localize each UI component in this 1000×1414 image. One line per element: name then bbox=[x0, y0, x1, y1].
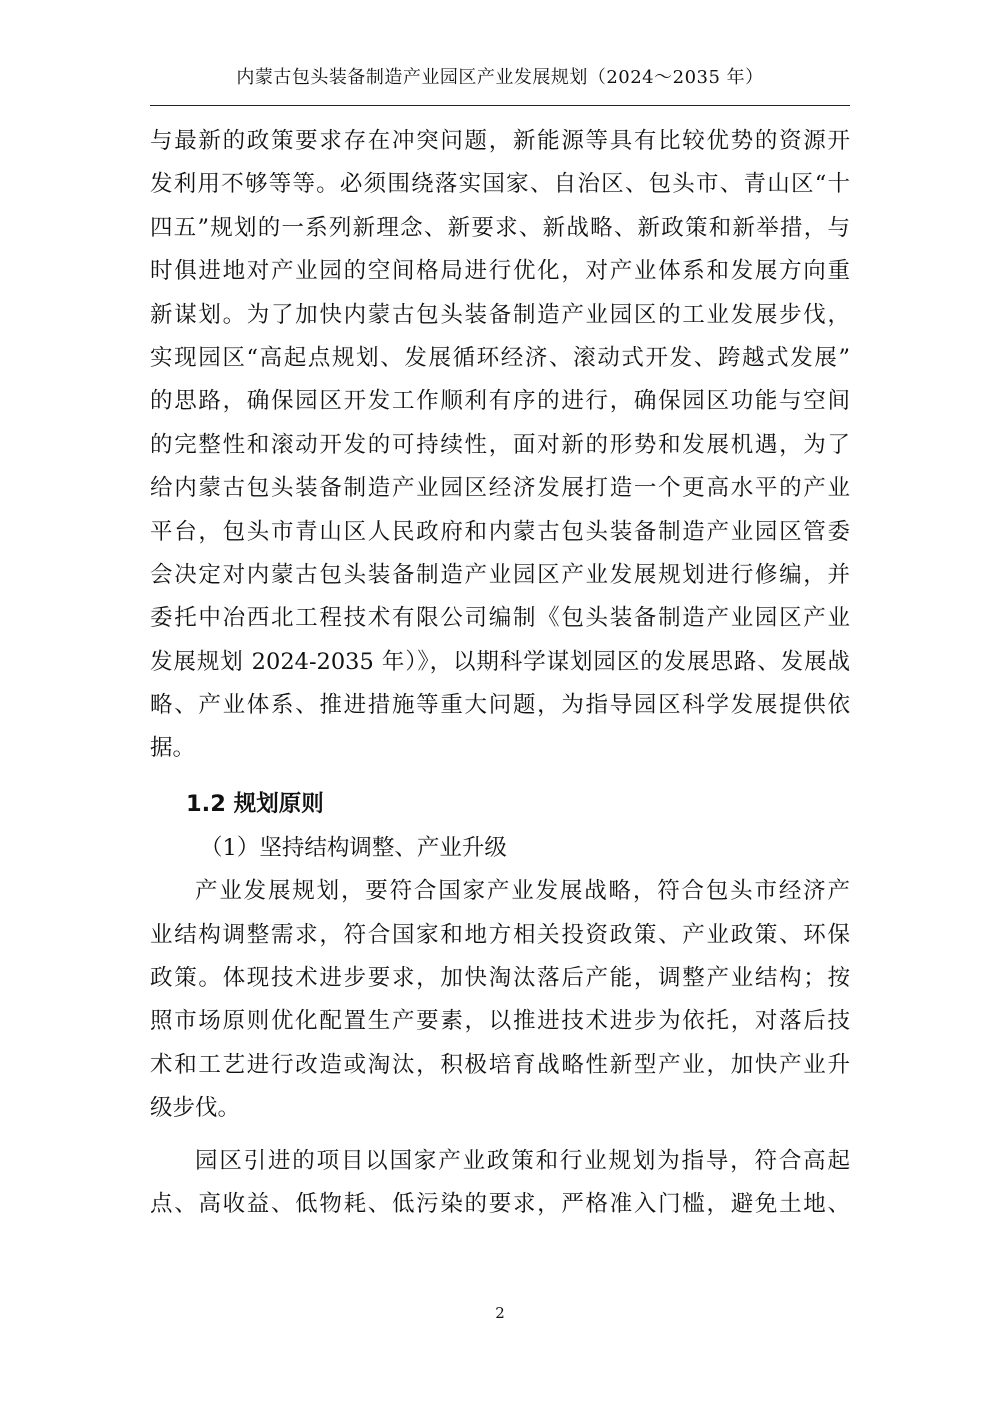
text-line: 委托中冶西北工程技术有限公司编制《包头装备制造产业园区产业 bbox=[150, 605, 850, 632]
document-body bbox=[150, 120, 850, 1226]
text-line: 时俱进地对产业园的空间格局进行优化，对产业体系和发展方向重 bbox=[150, 258, 850, 285]
text-line: 实现园区“高起点规划、发展循环经济、滚动式开发、跨越式发展” bbox=[150, 344, 850, 371]
text-line: 政策。体现技术进步要求，加快淘汰落后产能，调整产业结构；按 bbox=[150, 965, 850, 992]
paragraph-gap bbox=[150, 1131, 850, 1140]
text-line: 与最新的政策要求存在冲突问题，新能源等具有比较优势的资源开 bbox=[150, 128, 850, 154]
text-line: 照市场原则优化配置生产要素，以推进技术进步为依托，对落后技 bbox=[150, 1008, 850, 1035]
text-line: 略、产业体系、推进措施等重大问题，为指导园区科学发展提供依 bbox=[150, 692, 850, 719]
paragraph-background bbox=[150, 120, 850, 771]
page-header-title: 内蒙古包头装备制造产业园区产业发展规划（2024～2035 年） bbox=[236, 67, 764, 88]
section-heading: 1.2 规划原则 bbox=[186, 790, 324, 817]
text-line: 业结构调整需求，符合国家和地方相关投资政策、产业政策、环保 bbox=[150, 921, 850, 948]
text-line: 级步伐。 bbox=[150, 1095, 241, 1122]
text-line: 的思路，确保园区开发工作顺利有序的进行，确保园区功能与空间 bbox=[150, 388, 850, 415]
text-line: 术和工艺进行改造或淘汰，积极培育战略性新型产业，加快产业升 bbox=[150, 1051, 850, 1078]
text-line: 发利用不够等等。必须围绕落实国家、自治区、包头市、青山区“十 bbox=[150, 171, 850, 198]
page-number: 2 bbox=[495, 1304, 505, 1322]
text-line: 点、高收益、低物耗、低污染的要求，严格准入门槛，避免土地、 bbox=[150, 1190, 850, 1217]
text-line: 产业发展规划，要符合国家产业发展战略，符合包头市经济产 bbox=[195, 878, 850, 905]
paragraph-structure-adjustment bbox=[150, 870, 850, 1130]
text-line: 新谋划。为了加快内蒙古包头装备制造产业园区的工业发展步伐， bbox=[150, 301, 850, 328]
text-line: 四五”规划的一系列新理念、新要求、新战略、新政策和新举措，与 bbox=[150, 214, 850, 241]
text-line: 发展规划 2024-2035 年）》，以期科学谋划园区的发展思路、发展战 bbox=[150, 648, 850, 675]
text-line: 会决定对内蒙古包头装备制造产业园区产业发展规划进行修编，并 bbox=[150, 561, 850, 588]
text-line: 的完整性和滚动开发的可持续性，面对新的形势和发展机遇，为了 bbox=[150, 431, 850, 458]
text-line: 据。 bbox=[150, 735, 196, 762]
subheading: （1）坚持结构调整、产业升级 bbox=[200, 834, 507, 861]
text-line: 平台，包头市青山区人民政府和内蒙古包头装备制造产业园区管委 bbox=[150, 518, 850, 545]
text-line: 园区引进的项目以国家产业政策和行业规划为指导，符合高起 bbox=[195, 1147, 850, 1174]
paragraph-project-introduction bbox=[150, 1140, 850, 1227]
header-divider bbox=[150, 105, 850, 106]
text-line: 给内蒙古包头装备制造产业园区经济发展打造一个更高水平的产业 bbox=[150, 475, 850, 502]
